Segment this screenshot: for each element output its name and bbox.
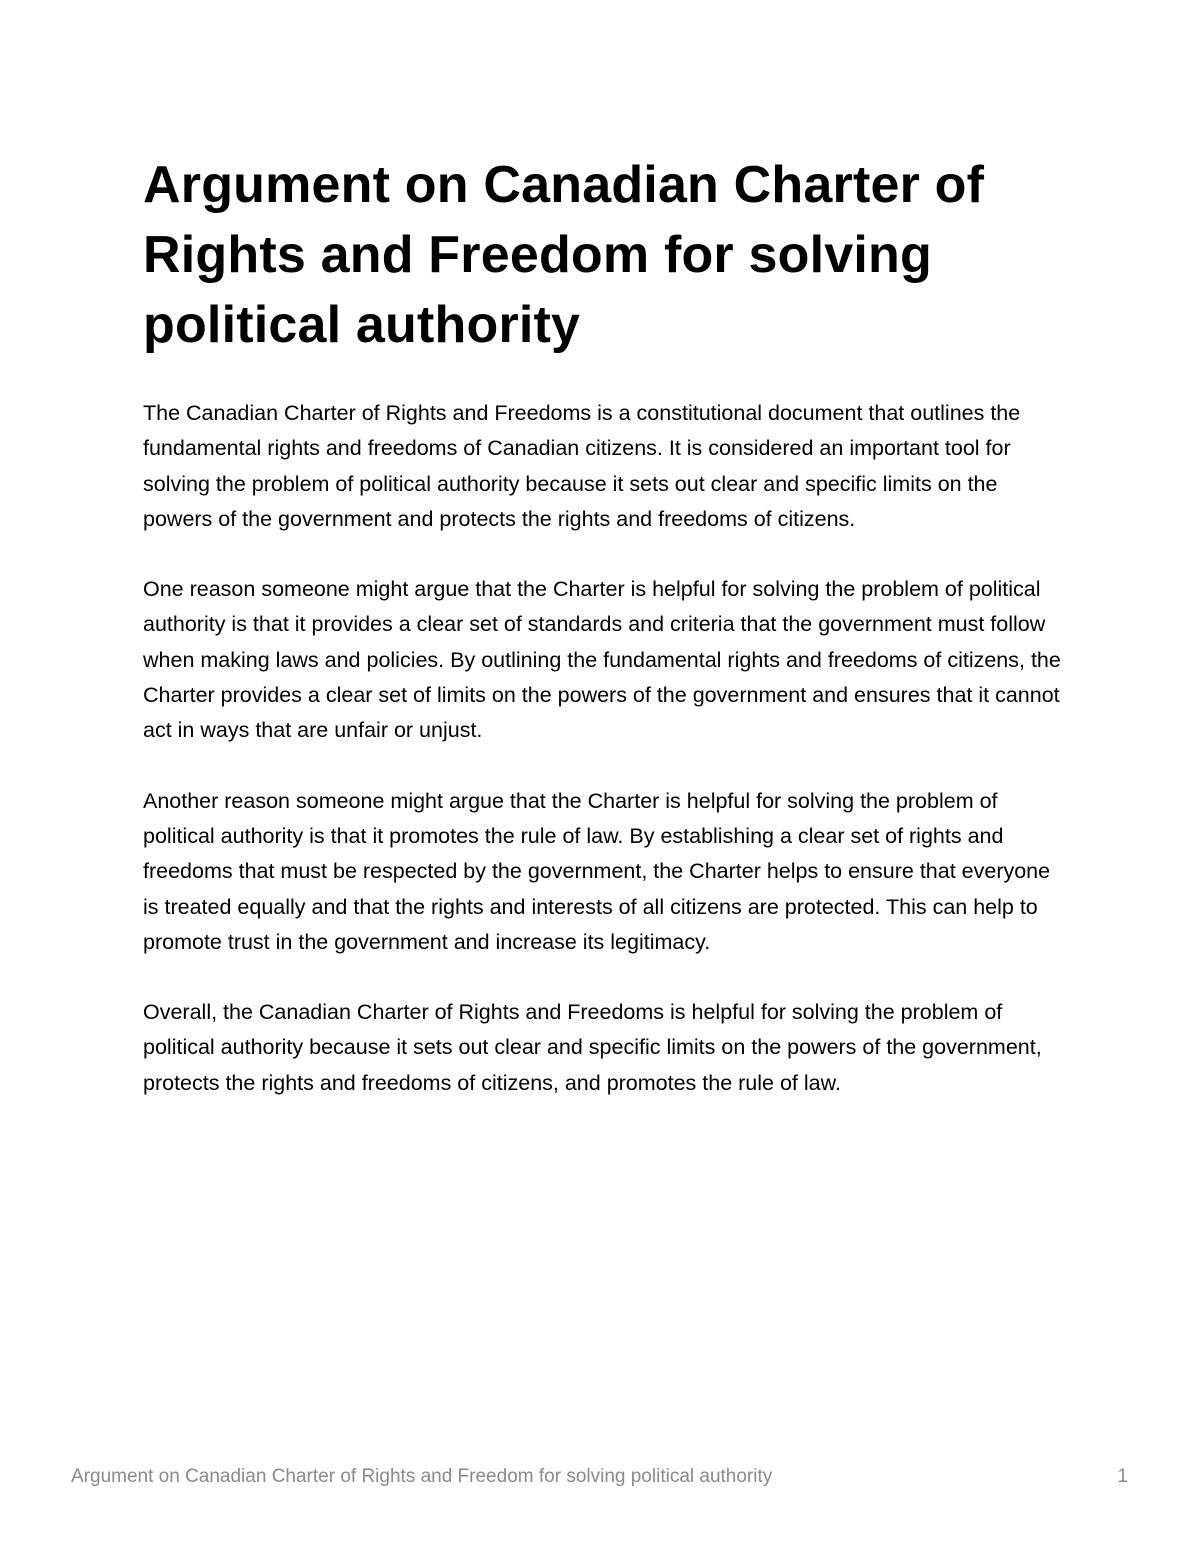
footer-page-number: 1 <box>1117 1466 1128 1487</box>
paragraph-intro: The Canadian Charter of Rights and Freedoms is a constitutional document that outlines the fundamental rights and freedoms of Canadian citizens. It is considered an important tool for solving the problem of political authority because it sets out clear and specific limits on the powers of the government and protects the rights and freedoms of citizens. <box>143 401 1021 531</box>
paragraph-second-reason: Another reason someone might argue that the Charter is helpful for solving the problem of political authority is that it promotes the rule of law. By establishing a clear set of rights and freedoms that must be respected by the government, the Charter helps to ensure that everyone is treated equally and that the rights and interests of all citizens are protected. This can help to promote trust in the government and increase its legitimacy. <box>143 788 1051 954</box>
footer-document-title: Argument on Canadian Charter of Rights and Freedom for solving political authority <box>71 1466 773 1487</box>
paragraph-conclusion: Overall, the Canadian Charter of Rights and Freedoms is helpful for solving the problem of political authority because it sets out clear and specific limits on the powers of the government, protects the rights and freedoms of citizens, and promotes the rule of law. <box>143 1000 1042 1095</box>
paragraph-first-reason: One reason someone might argue that the Charter is helpful for solving the problem of political authority is that it provides a clear set of standards and criteria that the government must follow when making laws and policies. By outlining the fundamental rights and freedoms of citizens, the Charter provides a clear set of limits on the powers of the government and ensures that it cannot act in ways that are unfair or unjust. <box>143 577 1061 743</box>
document-title: Argument on Canadian Charter of Rights and Freedom for solving political authority <box>143 156 985 354</box>
document-body <box>143 396 1068 1136</box>
